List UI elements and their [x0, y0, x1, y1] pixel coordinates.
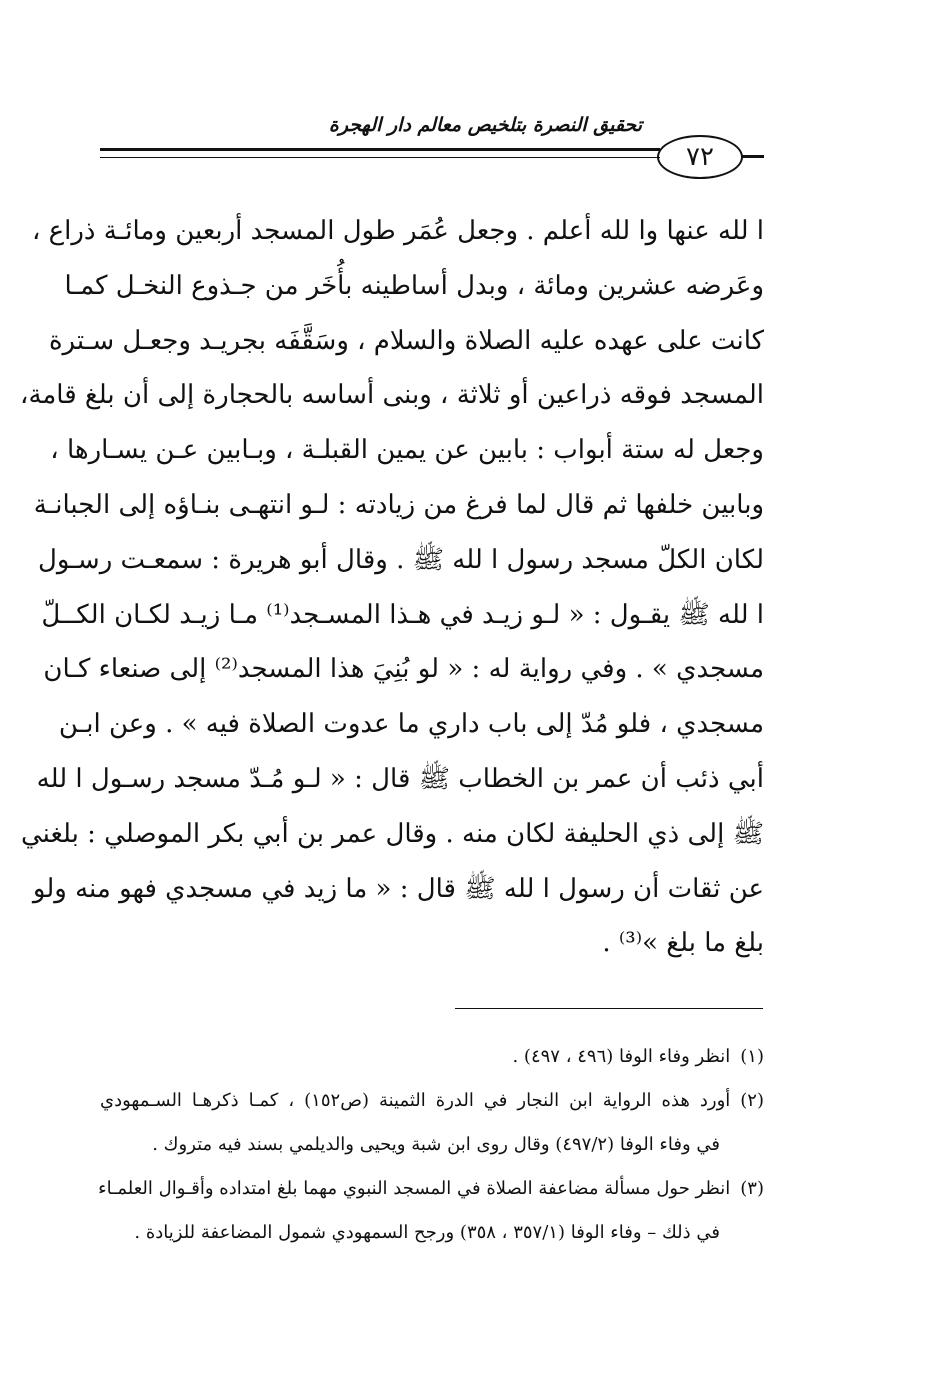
footnote-3	[100, 1167, 764, 1255]
text-line: المسجد فوقه ذراعين أو ثلاثة ، وبنى أساسه بالحجارة إلى أن بلغ قامة،	[20, 380, 764, 411]
text-line: ﷺ إلى ذي الحليفة لكان منه . وقال عمر بن أبي بكر الموصلي : بلغني	[20, 818, 764, 849]
text-line: مسجدي ، فلو مُدّ إلى باب داري ما عدوت الصلاة فيه » . وعن ابـن	[58, 709, 764, 740]
main-text	[20, 208, 764, 975]
page-number: ٧٢	[657, 135, 743, 179]
text-line: أبي ذئب أن عمر بن الخطاب ﷺ قال : « لـو مُـدّ مسجد رسـول ا لله	[36, 763, 764, 794]
text-line: كانت على عهده عليه الصلاة والسلام ، وسَقَّفَه بجريـد وجعـل سـترة	[48, 325, 764, 356]
header-rule-right	[742, 155, 764, 158]
footnote-text: في ذلك – وفاء الوفا (٣٥٧/١ ، ٣٥٨) ورجح السمهودي شمول المضاعفة للزيادة .	[134, 1222, 720, 1243]
text-line: وبابين خلفها ثم قال لما فرغ من زيادته : لـو انتهـى بنـاؤه إلى الجبانـة	[33, 489, 764, 520]
header-rule-thick	[100, 148, 660, 151]
footnote-number: (٣)	[740, 1178, 764, 1199]
footnote-number: (٢)	[740, 1090, 764, 1111]
footnote-number: (١)	[740, 1046, 764, 1067]
footnote-text: أورد هذه الرواية ابن النجار في الدرة الثمينة (ص١٥٢) ، كمـا ذكرهـا السـمهودي	[100, 1090, 731, 1111]
text-line: عن ثقات أن رسول ا لله ﷺ قال : « ما زيد في مسجدي فهو منه ولو	[32, 873, 764, 904]
footnote-text: انظر حول مسألة مضاعفة الصلاة في المسجد النبوي مهما بلغ امتداده وأقـوال العلمـاء	[98, 1178, 731, 1199]
text-line: ا لله ﷺ يقـول : « لـو زيـد في هـذا المسـجد⁽¹⁾ مـا زيـد لكـان الكــلّ	[41, 599, 764, 630]
footnote-1	[100, 1035, 764, 1079]
text-line: ا لله عنها وا لله أعلم . وجعل عُمَر طول المسجد أربعين ومائـة ذراع ،	[31, 216, 764, 246]
text-line: وجعل له ستة أبواب : بابين عن يمين القبلـة ، وبـابين عـن يسـارها ،	[50, 435, 764, 466]
text-line: مسجدي » . وفي رواية له : « لو بُنِيَ هذا المسجد⁽²⁾ إلى صنعاء كـان	[43, 654, 764, 685]
running-title: تحقيق النصرة بتلخيص معالم دار الهجرة	[328, 114, 642, 136]
header-rule-thin	[100, 157, 660, 158]
footnote-text: في وفاء الوفا (٤٩٧/٢) وقال روى ابن شبة ويحيى والديلمي بسند فيه متروك .	[152, 1134, 720, 1155]
footnote-text: انظر وفاء الوفا (٤٩٦ ، ٤٩٧) .	[512, 1046, 731, 1067]
footnote-separator	[455, 1008, 763, 1009]
text-line: بلغ ما بلغ »⁽³⁾ .	[602, 928, 764, 959]
text-line: لكان الكلّ مسجد رسول ا لله ﷺ . وقال أبو هريرة : سمعـت رسـول	[37, 544, 764, 575]
text-line: وعَرضه عشرين ومائة ، وبدل أساطينه بأُخَر من جـذوع النخـل كمـا	[64, 270, 764, 301]
footnotes	[100, 1035, 764, 1255]
footnote-2	[100, 1079, 764, 1167]
